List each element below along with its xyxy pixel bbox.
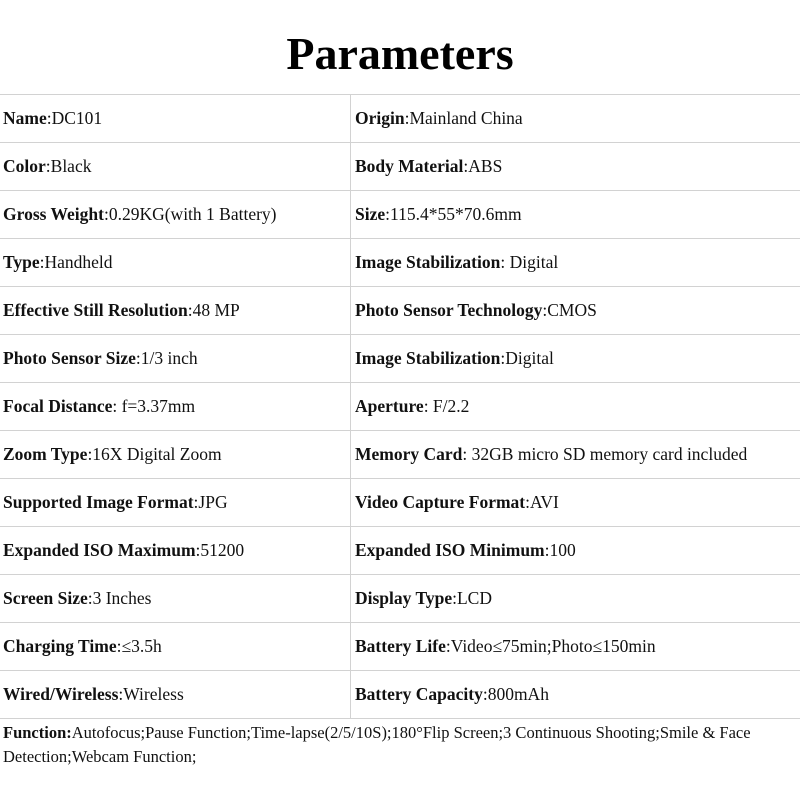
param-value: :100 bbox=[544, 540, 576, 560]
param-value: :3 Inches bbox=[87, 588, 152, 608]
param-key: Aperture bbox=[355, 396, 424, 416]
param-value: :115.4*55*70.6mm bbox=[385, 204, 522, 224]
param-key: Name bbox=[3, 108, 47, 128]
table-row bbox=[0, 383, 800, 431]
table-cell bbox=[0, 623, 351, 670]
param-value: :Handheld bbox=[39, 252, 113, 272]
page-title: Parameters bbox=[286, 28, 514, 79]
table-cell bbox=[351, 527, 800, 574]
table-row bbox=[0, 479, 800, 527]
table-row bbox=[0, 191, 800, 239]
param-value: :0.29KG(with 1 Battery) bbox=[103, 204, 277, 224]
table-row bbox=[0, 527, 800, 575]
table-cell bbox=[0, 335, 351, 382]
param-key: Memory Card bbox=[355, 444, 463, 464]
table-cell bbox=[0, 95, 351, 142]
param-value: :1/3 inch bbox=[135, 348, 198, 368]
table-row bbox=[0, 239, 800, 287]
table-cell bbox=[351, 623, 800, 670]
param-key: Focal Distance bbox=[3, 396, 113, 416]
param-key: Body Material bbox=[355, 156, 464, 176]
param-value: :DC101 bbox=[46, 108, 103, 128]
param-key: Screen Size bbox=[3, 588, 88, 608]
param-key: Battery Life bbox=[355, 636, 446, 656]
param-key: Image Stabilization bbox=[355, 348, 501, 368]
table-cell bbox=[0, 191, 351, 238]
param-key: Supported Image Format bbox=[3, 492, 194, 512]
table-row bbox=[0, 95, 800, 143]
param-value: :Digital bbox=[500, 348, 554, 368]
table-cell bbox=[351, 383, 800, 430]
param-value: :AVI bbox=[525, 492, 559, 512]
table-row bbox=[0, 623, 800, 671]
param-value: :48 MP bbox=[187, 300, 240, 320]
table-cell bbox=[0, 527, 351, 574]
table-cell bbox=[0, 431, 351, 478]
param-value: :Wireless bbox=[118, 684, 184, 704]
param-key: Origin bbox=[355, 108, 405, 128]
param-key: Type bbox=[3, 252, 40, 272]
table-row bbox=[0, 143, 800, 191]
table-cell bbox=[0, 383, 351, 430]
param-key: Battery Capacity bbox=[355, 684, 483, 704]
function-key: Function: bbox=[3, 723, 72, 742]
table-cell bbox=[0, 479, 351, 526]
param-value: :ABS bbox=[463, 156, 503, 176]
param-key: Photo Sensor Technology bbox=[355, 300, 543, 320]
param-key: Color bbox=[3, 156, 46, 176]
param-value: : f=3.37mm bbox=[112, 396, 196, 416]
param-key: Expanded ISO Maximum bbox=[3, 540, 196, 560]
param-key: Image Stabilization bbox=[355, 252, 501, 272]
param-key: Display Type bbox=[355, 588, 453, 608]
table-cell bbox=[351, 287, 800, 334]
param-value: :Video≤75min;Photo≤150min bbox=[445, 636, 656, 656]
param-key: Effective Still Resolution bbox=[3, 300, 188, 320]
table-cell bbox=[351, 143, 800, 190]
table-row bbox=[0, 431, 800, 479]
function-value: Autofocus;Pause Function;Time-lapse(2/5/10S);180°Flip Screen;3 Continuous Shooting;Smile & Face Detection;Webcam Function; bbox=[3, 723, 751, 766]
param-value: :≤3.5h bbox=[116, 636, 162, 656]
table-row bbox=[0, 575, 800, 623]
param-key: Charging Time bbox=[3, 636, 117, 656]
table-cell bbox=[351, 191, 800, 238]
table-cell bbox=[0, 671, 351, 718]
param-value: :16X Digital Zoom bbox=[87, 444, 222, 464]
table-cell bbox=[351, 95, 800, 142]
table-cell bbox=[351, 479, 800, 526]
param-key: Photo Sensor Size bbox=[3, 348, 136, 368]
param-value: : 32GB micro SD memory card included bbox=[462, 444, 748, 464]
param-value: :JPG bbox=[193, 492, 228, 512]
param-value: :Black bbox=[45, 156, 92, 176]
param-value: :Mainland China bbox=[404, 108, 523, 128]
table-cell bbox=[351, 239, 800, 286]
function-description bbox=[0, 719, 800, 769]
table-cell bbox=[351, 575, 800, 622]
param-key: Video Capture Format bbox=[355, 492, 526, 512]
param-value: :LCD bbox=[452, 588, 492, 608]
param-key: Gross Weight bbox=[3, 204, 104, 224]
table-row bbox=[0, 287, 800, 335]
param-value: :51200 bbox=[195, 540, 245, 560]
param-key: Expanded ISO Minimum bbox=[355, 540, 545, 560]
table-cell bbox=[351, 671, 800, 718]
param-value: :CMOS bbox=[542, 300, 597, 320]
table-cell bbox=[0, 287, 351, 334]
table-cell bbox=[351, 335, 800, 382]
param-key: Wired/Wireless bbox=[3, 684, 119, 704]
param-key: Size bbox=[355, 204, 386, 224]
table-cell bbox=[351, 431, 800, 478]
table-cell bbox=[0, 575, 351, 622]
table-row bbox=[0, 335, 800, 383]
param-value: : F/2.2 bbox=[423, 396, 470, 416]
param-value: : Digital bbox=[500, 252, 559, 272]
table-cell bbox=[0, 143, 351, 190]
param-key: Zoom Type bbox=[3, 444, 88, 464]
parameters-table bbox=[0, 94, 800, 769]
table-row bbox=[0, 671, 800, 719]
param-value: :800mAh bbox=[482, 684, 549, 704]
table-cell bbox=[0, 239, 351, 286]
